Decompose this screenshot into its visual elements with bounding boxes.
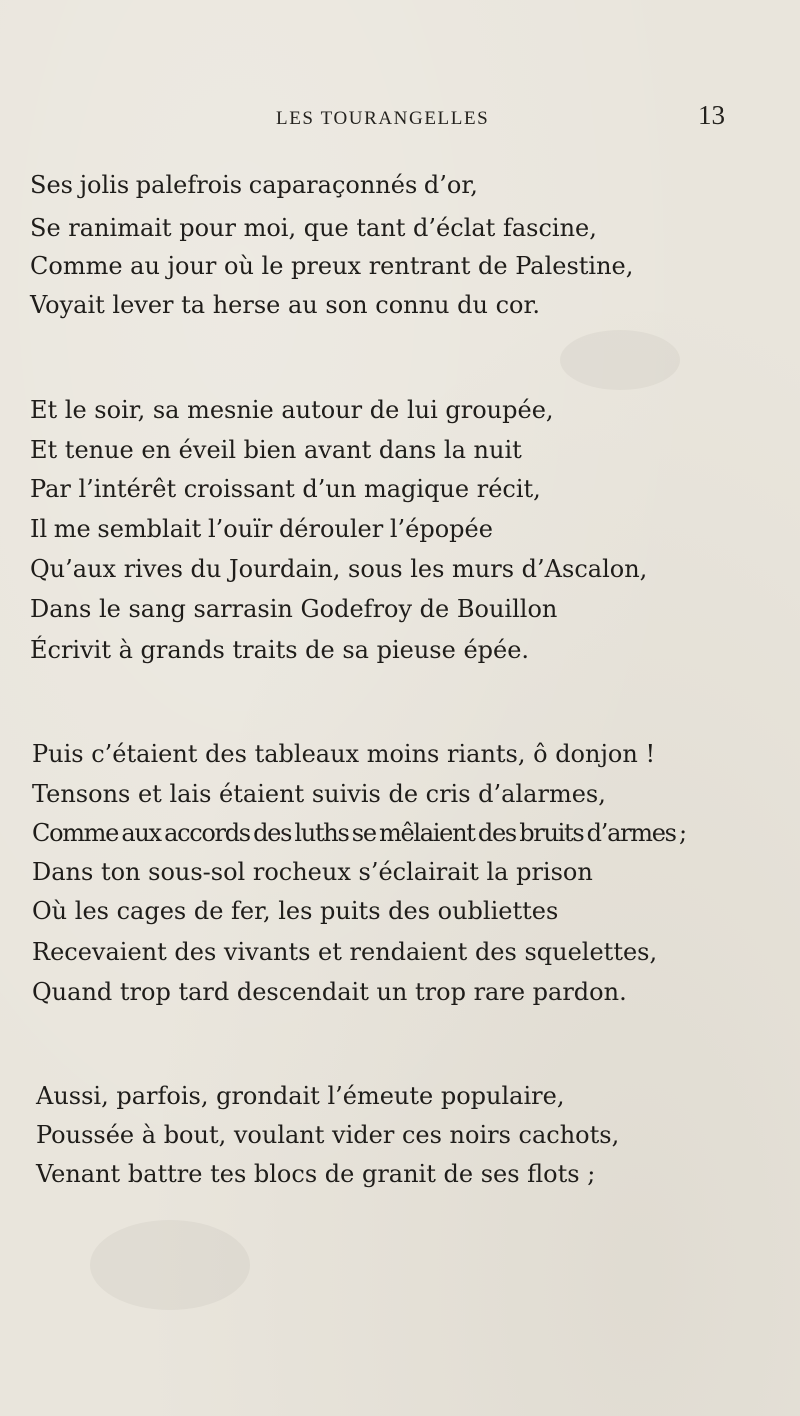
verse-line: Poussée à bout, voulant vider ces noirs cachots, [36, 1121, 620, 1149]
verse-line: Venant battre tes blocs de granit de ses flots ; [36, 1160, 596, 1188]
verse-line: Où les cages de fer, les puits des oubliettes [32, 897, 559, 925]
paper-stain [90, 1220, 250, 1310]
verse-line: Et le soir, sa mesnie autour de lui groupée, [30, 396, 554, 424]
verse-line: Il me semblait l’ouïr dérouler l’épopée [30, 515, 493, 543]
verse-line: Voyait lever ta herse au son connu du cor. [30, 291, 540, 319]
verse-line: Et tenue en éveil bien avant dans la nuit [30, 436, 522, 464]
verse-line: Comme aux accords des luths se mêlaient des bruits d’armes ; [32, 819, 686, 847]
verse-line: Quand trop tard descendait un trop rare pardon. [32, 978, 627, 1006]
verse-line: Tensons et lais étaient suivis de cris d’alarmes, [32, 780, 606, 808]
verse-line: Dans le sang sarrasin Godefroy de Bouillon [30, 595, 558, 623]
page-number: 13 [698, 100, 725, 130]
verse-line: Dans ton sous-sol rocheux s’éclairait la prison [32, 858, 593, 886]
verse-line: Ses jolis palefrois caparaçonnés d’or, [30, 171, 478, 199]
verse-line: Aussi, parfois, grondait l’émeute populaire, [36, 1082, 565, 1110]
verse-line: Qu’aux rives du Jourdain, sous les murs d’Ascalon, [30, 555, 648, 583]
verse-line: Puis c’étaient des tableaux moins riants, ô donjon ! [32, 740, 656, 768]
verse-line: Se ranimait pour moi, que tant d’éclat fascine, [30, 214, 597, 242]
verse-line: Par l’intérêt croissant d’un magique récit, [30, 475, 541, 503]
paper-stain [560, 330, 680, 390]
verse-line: Écrivit à grands traits de sa pieuse épée. [30, 636, 530, 664]
running-title: LES TOURANGELLES [276, 108, 490, 129]
verse-line: Comme au jour où le preux rentrant de Palestine, [30, 252, 634, 280]
running-head [0, 100, 800, 134]
verse-line: Recevaient des vivants et rendaient des squelettes, [32, 938, 658, 966]
